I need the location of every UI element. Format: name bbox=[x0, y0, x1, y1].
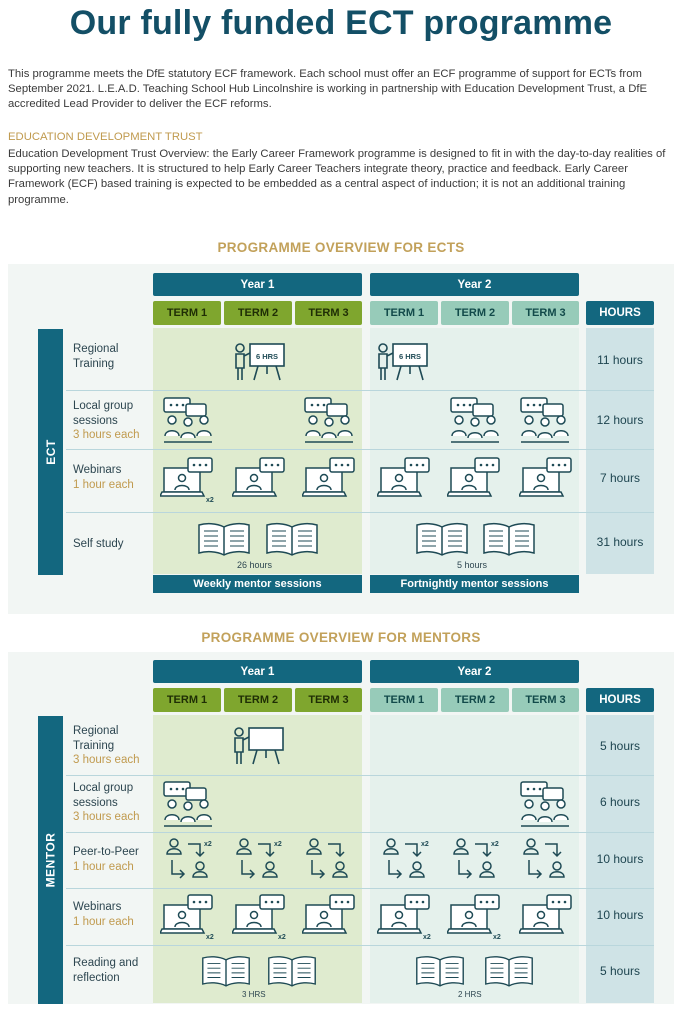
peer-exchange-icon bbox=[302, 836, 356, 884]
open-book-icon bbox=[264, 521, 320, 557]
group-discussion-icon bbox=[449, 396, 501, 444]
page-title: Our fully funded ECT programme bbox=[69, 4, 613, 42]
mentor-row-regional: Regional Training 3 hours each bbox=[73, 725, 140, 766]
ect-hours-regional: 11 hours bbox=[597, 353, 643, 367]
peer-exchange-icon bbox=[379, 836, 433, 884]
mentor-reading-y1: 3 HRS bbox=[242, 990, 266, 999]
group-discussion-icon bbox=[303, 396, 355, 444]
laptop-webinar-icon bbox=[232, 456, 288, 504]
ect-hours-local: 12 hours bbox=[596, 413, 644, 427]
mentor-term-y2-3: TERM 3 bbox=[512, 688, 579, 712]
ect-weekly-mentor: Weekly mentor sessions bbox=[153, 575, 362, 593]
mentor-hours-reading: 5 hours bbox=[599, 964, 641, 978]
laptop-webinar-icon bbox=[160, 893, 216, 941]
laptop-webinar-icon bbox=[232, 893, 288, 941]
presentation-board-icon bbox=[375, 340, 431, 384]
mentor-hours-webinars: 10 hours bbox=[596, 908, 644, 922]
svg-text:x2: x2 bbox=[491, 841, 499, 848]
laptop-webinar-icon bbox=[519, 456, 575, 504]
mentor-row-local: Local group sessions 3 hours each bbox=[73, 782, 140, 823]
mentor-hours-header: HOURS bbox=[586, 688, 654, 712]
group-discussion-icon bbox=[162, 396, 214, 444]
ect-row-local: Local group sessions 3 hours each bbox=[73, 400, 140, 441]
svg-text:x2: x2 bbox=[204, 841, 212, 848]
peer-exchange-icon bbox=[232, 836, 286, 884]
mentor-term-y1-2: TERM 2 bbox=[224, 688, 292, 712]
ect-term-y1-1: TERM 1 bbox=[153, 301, 221, 325]
open-book-icon bbox=[414, 953, 466, 989]
peer-exchange-icon bbox=[162, 836, 216, 884]
mentor-hours-regional: 5 hours bbox=[599, 739, 641, 753]
open-book-icon bbox=[196, 521, 252, 557]
open-book-icon bbox=[483, 953, 535, 989]
svg-text:6 HRS: 6 HRS bbox=[255, 352, 279, 361]
peer-exchange-icon bbox=[519, 836, 573, 884]
ect-hours-webinars: 7 hours bbox=[599, 471, 641, 485]
svg-text:x2: x2 bbox=[206, 934, 214, 941]
ect-section-title: PROGRAMME OVERVIEW FOR ECTS bbox=[217, 240, 465, 255]
ect-year1-header: Year 1 bbox=[153, 273, 362, 296]
svg-text:6 HRS: 6 HRS bbox=[398, 352, 422, 361]
mentor-year1-header: Year 1 bbox=[153, 660, 362, 683]
edt-paragraph: Education Development Trust Overview: the Early Career Framework programme is designed to fit in with the day-to-day realities of supporting new teachers. It is structured to help Early Career Teachers integrate theory, practice and feedback. Early Career Framework (ECF) based training is expected to be embedded as a central aspect of induction; it is not an additional training programme. bbox=[8, 148, 666, 206]
ect-row-regional: Regional Training bbox=[73, 343, 119, 370]
mentor-term-y2-1: TERM 1 bbox=[370, 688, 438, 712]
svg-text:x2: x2 bbox=[423, 934, 431, 941]
presentation-board-icon bbox=[231, 724, 287, 770]
mentor-reading-y2: 2 HRS bbox=[458, 990, 482, 999]
ect-row-webinars: Webinars 1 hour each bbox=[73, 464, 134, 491]
svg-text:x2: x2 bbox=[493, 934, 501, 941]
mentor-row-peer: Peer-to-Peer 1 hour each bbox=[73, 846, 139, 873]
open-book-icon bbox=[200, 953, 252, 989]
laptop-webinar-icon bbox=[377, 456, 433, 504]
ect-term-y1-3: TERM 3 bbox=[295, 301, 362, 325]
svg-text:x2: x2 bbox=[274, 841, 282, 848]
mentor-row-webinars: Webinars 1 hour each bbox=[73, 901, 134, 928]
ect-term-y2-3: TERM 3 bbox=[512, 301, 579, 325]
ect-hours-self-study: 31 hours bbox=[596, 535, 644, 549]
laptop-webinar-icon bbox=[160, 456, 216, 504]
mentor-hours-peer: 10 hours bbox=[596, 852, 644, 866]
ect-hours-header: HOURS bbox=[586, 301, 654, 325]
group-discussion-icon bbox=[519, 396, 571, 444]
presentation-board-icon bbox=[232, 340, 288, 384]
mentor-year2-header: Year 2 bbox=[370, 660, 579, 683]
svg-text:x2: x2 bbox=[206, 497, 214, 504]
intro-paragraph: This programme meets the DfE statutory ECF framework. Each school must offer an ECF programme of support for ECTs from September 2021. L.E.A.D. Teaching School Hub Lincolnshire is working in partnership with Education Development Trust, a DfE accredited Lead Provider to deliver the ECF reforms. bbox=[8, 68, 648, 111]
edt-label: EDUCATION DEVELOPMENT TRUST bbox=[8, 131, 203, 143]
ect-fortnightly-mentor: Fortnightly mentor sessions bbox=[370, 575, 579, 593]
laptop-webinar-icon bbox=[447, 893, 503, 941]
open-book-icon bbox=[414, 521, 470, 557]
ect-row-self-study: Self study bbox=[73, 538, 124, 550]
ect-term-y2-2: TERM 2 bbox=[441, 301, 509, 325]
mentor-term-y1-3: TERM 3 bbox=[295, 688, 362, 712]
mentor-term-y2-2: TERM 2 bbox=[441, 688, 509, 712]
peer-exchange-icon bbox=[449, 836, 503, 884]
ect-study-y2: 5 hours bbox=[457, 560, 488, 570]
ect-study-y1: 26 hours bbox=[237, 560, 273, 570]
laptop-webinar-icon bbox=[302, 456, 358, 504]
ect-term-y2-1: TERM 1 bbox=[370, 301, 438, 325]
ect-year2-header: Year 2 bbox=[370, 273, 579, 296]
svg-text:x2: x2 bbox=[421, 841, 429, 848]
mentor-section-title: PROGRAMME OVERVIEW FOR MENTORS bbox=[201, 630, 481, 645]
mentor-hours-local: 6 hours bbox=[599, 795, 641, 809]
laptop-webinar-icon bbox=[447, 456, 503, 504]
group-discussion-icon bbox=[162, 780, 214, 828]
svg-text:x2: x2 bbox=[278, 934, 286, 941]
mentor-row-reading: Reading and reflection bbox=[73, 957, 139, 984]
open-book-icon bbox=[266, 953, 318, 989]
ect-side-label: ECT bbox=[38, 329, 63, 575]
laptop-webinar-icon bbox=[377, 893, 433, 941]
open-book-icon bbox=[481, 521, 537, 557]
mentor-side-label: MENTOR bbox=[38, 716, 63, 1004]
ect-term-y1-2: TERM 2 bbox=[224, 301, 292, 325]
laptop-webinar-icon bbox=[302, 893, 358, 941]
laptop-webinar-icon bbox=[519, 893, 575, 941]
group-discussion-icon bbox=[519, 780, 571, 828]
mentor-term-y1-1: TERM 1 bbox=[153, 688, 221, 712]
